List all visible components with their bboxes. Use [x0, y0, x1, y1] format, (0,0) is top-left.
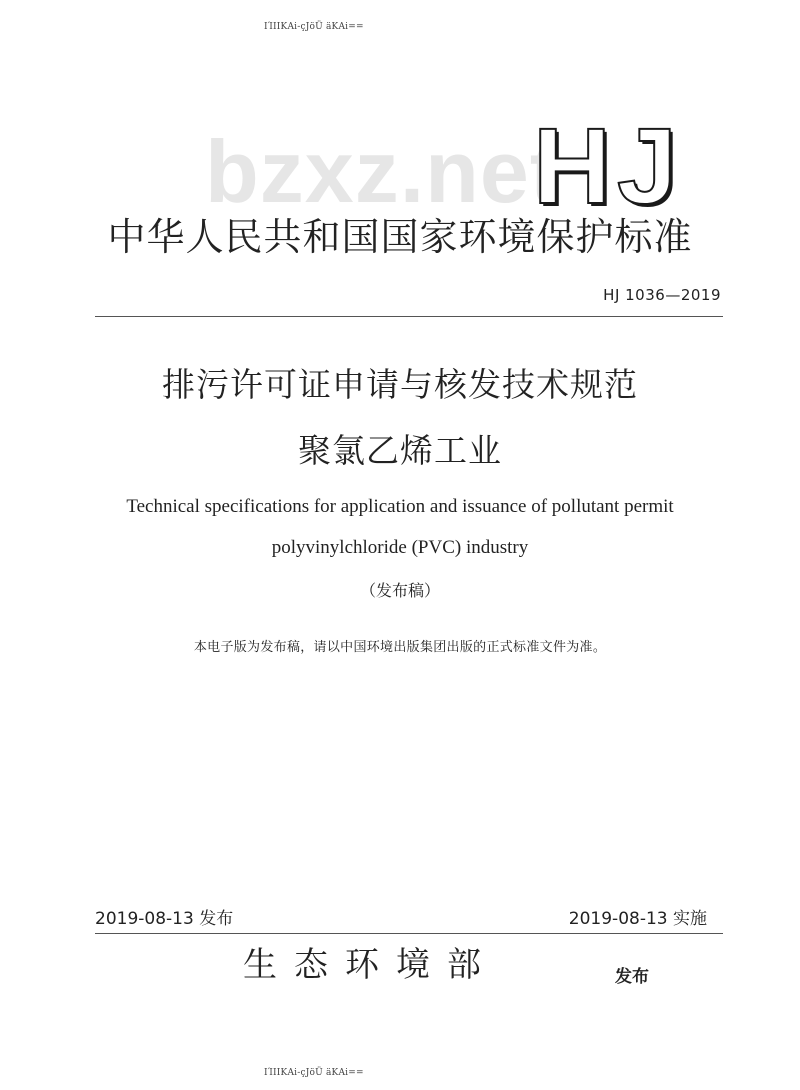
bottom-divider [95, 933, 723, 934]
english-title-line2: polyvinylchloride (PVC) industry [271, 537, 529, 558]
document-title-line1: 排污许可证申请与核发技术规范 [162, 365, 638, 404]
publisher-name: 生态环境部 [243, 945, 498, 985]
document-title-line2: 聚氯乙烯工业 [298, 431, 502, 470]
draft-label: （发布稿） [359, 581, 440, 600]
english-title-line1: Technical specifications for application and issuance of pollutant permit [126, 496, 674, 517]
hj-logo: HJ [533, 105, 684, 226]
standard-number: HJ 1036—2019 [603, 286, 721, 304]
top-divider [95, 316, 723, 317]
implementation-date: 2019-08-13 实施 [568, 909, 707, 929]
footer-garbled-text: ΙΊΙΙΚΑi-çJöÜ äΚΑi== [264, 1068, 364, 1078]
edition-notice: 本电子版为发布稿，请以中国环境出版集团出版的正式标准文件为准。 [193, 640, 607, 655]
header-garbled-text: ΙΊΙΙΚΑi-çJöÜ äΚΑi== [264, 22, 364, 32]
agency-title: 中华人民共和国国家环境保护标准 [107, 215, 693, 259]
issue-date: 2019-08-13 发布 [95, 909, 234, 929]
publish-label: 发布 [615, 967, 649, 987]
watermark: bzxz.net [205, 122, 561, 221]
